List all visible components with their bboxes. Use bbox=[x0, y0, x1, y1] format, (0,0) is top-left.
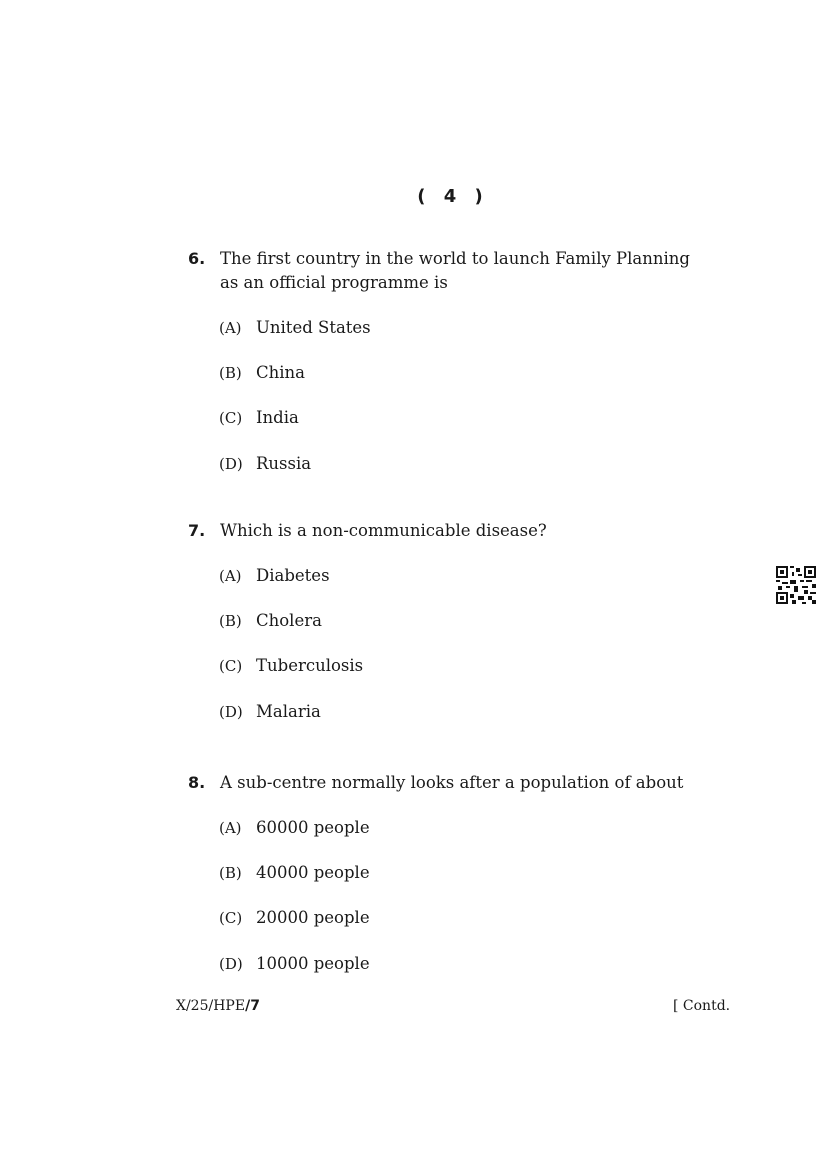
qr-code-icon bbox=[776, 566, 816, 604]
option-letter: (A) bbox=[219, 319, 242, 337]
option-letter: (D) bbox=[219, 703, 243, 721]
option-letter: (B) bbox=[219, 364, 242, 382]
question-text: A sub-centre normally looks after a population of about bbox=[220, 773, 684, 792]
option-d bbox=[219, 700, 321, 724]
option-text: Russia bbox=[256, 454, 312, 473]
option-letter: (A) bbox=[219, 567, 242, 585]
option-letter: (C) bbox=[219, 909, 243, 927]
contd-label: [ Contd. bbox=[673, 998, 731, 1014]
question-number: 8. bbox=[188, 773, 206, 792]
option-d bbox=[219, 952, 370, 976]
option-text: United States bbox=[256, 318, 371, 337]
option-d bbox=[219, 452, 311, 476]
option-letter: (B) bbox=[219, 612, 242, 630]
option-text: Malaria bbox=[256, 702, 321, 721]
option-a bbox=[219, 564, 330, 588]
option-letter: (A) bbox=[219, 819, 242, 837]
option-text: 40000 people bbox=[256, 863, 370, 882]
question-text: Which is a non-communicable disease? bbox=[220, 521, 547, 540]
option-text: 20000 people bbox=[256, 908, 370, 927]
option-a bbox=[219, 816, 370, 840]
option-text: 10000 people bbox=[256, 954, 370, 973]
page-number: ( 4 ) bbox=[417, 186, 489, 207]
option-a bbox=[219, 316, 371, 340]
option-b bbox=[219, 609, 322, 633]
option-text: 60000 people bbox=[256, 818, 370, 837]
option-text: Tuberculosis bbox=[256, 656, 364, 675]
option-letter: (C) bbox=[219, 409, 243, 427]
option-letter: (D) bbox=[219, 455, 243, 473]
question-number: 7. bbox=[188, 521, 206, 540]
option-letter: (D) bbox=[219, 955, 243, 973]
option-b bbox=[219, 361, 305, 385]
option-letter: (B) bbox=[219, 864, 242, 882]
option-text: India bbox=[256, 408, 299, 427]
option-text: Cholera bbox=[256, 611, 322, 630]
paper-code-suffix: /7 bbox=[245, 998, 260, 1014]
option-c bbox=[219, 406, 299, 430]
paper-code-text: X/25/HPE bbox=[176, 998, 246, 1014]
option-text: Diabetes bbox=[256, 566, 330, 585]
option-c bbox=[219, 906, 370, 930]
option-text: China bbox=[256, 363, 305, 382]
paper-code bbox=[176, 998, 260, 1014]
option-letter: (C) bbox=[219, 657, 243, 675]
option-b bbox=[219, 861, 370, 885]
question-text: The first country in the world to launch Family Planning as an official programme is bbox=[220, 249, 690, 292]
question-number: 6. bbox=[188, 249, 206, 268]
option-c bbox=[219, 654, 363, 678]
